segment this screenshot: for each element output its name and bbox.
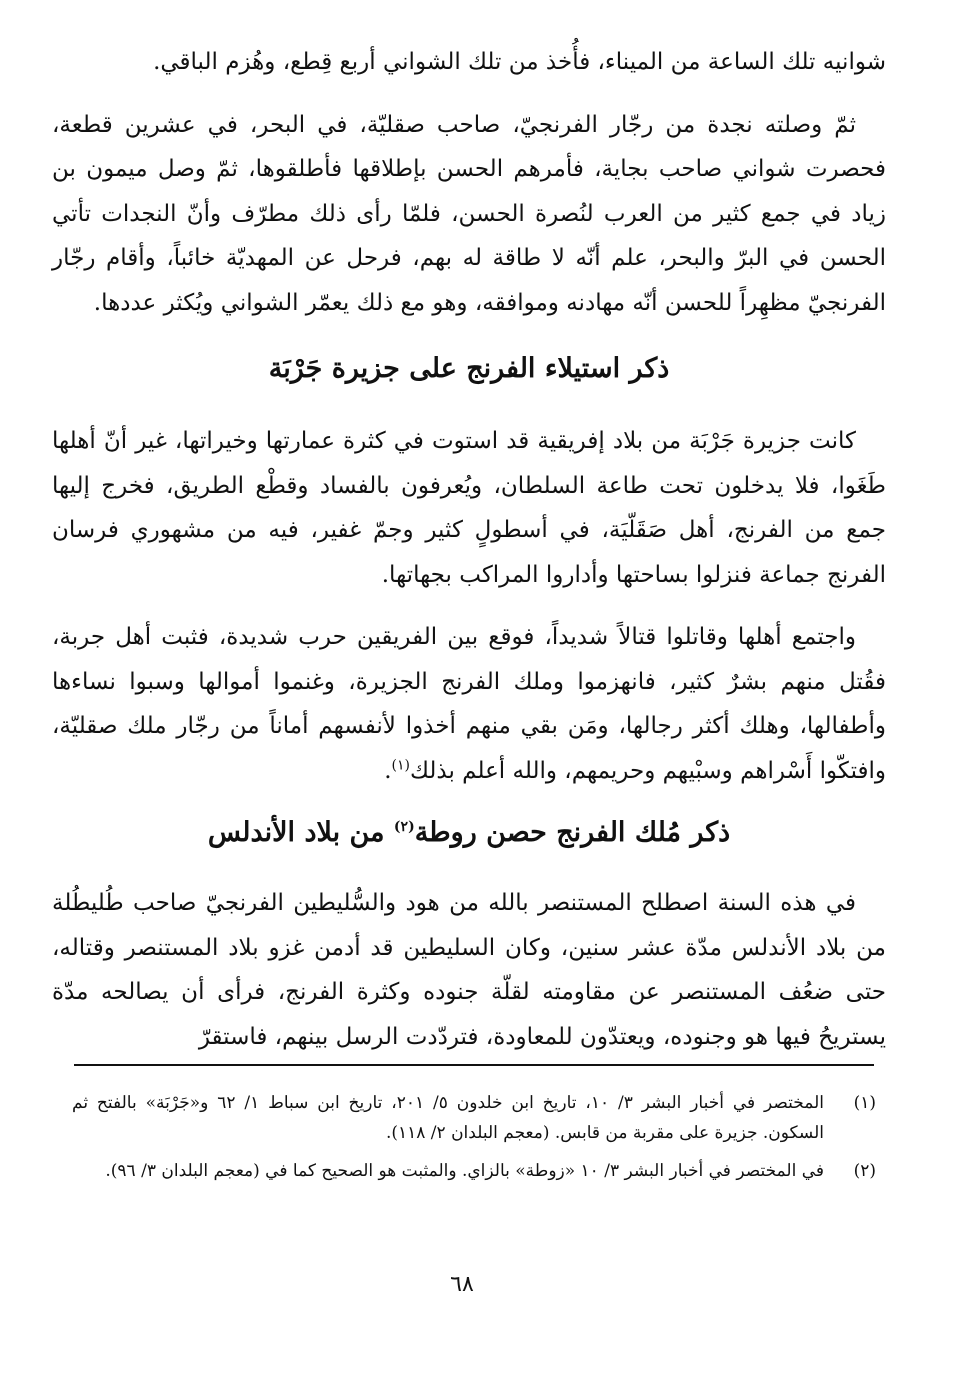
section-heading-jerba: ذكر استيلاء الفرنج على جزيرة جَرْبَة bbox=[268, 353, 670, 384]
paragraph-reinforcements: ثمّ وصلته نجدة من رجّار الفرنجيّ، صاحب صقليّة، في البحر، في عشرين قطعة، فحصرت شواني صاحب بجاية، فأمرهم الحسن بإطلاقها فأطلقوها، ثمّ وصل ميمون بن زياد في جمع كثير من العرب لنُصرة الحسن، فلمّا رأى ذلك مطرّف وأنّ النجدات تأتي الحسن في البرّ والبحر، علم أنّه لا طاقة له بهم، فرحل عن المهديّة خائباً، وأقام رجّار الفرنجيّ مظهِراً للحسن أنّه مهادنه وموافقه، وهو مع ذلك يعمّر الشواني ويُكثر عددها. bbox=[52, 111, 886, 316]
footnote-divider bbox=[74, 1064, 874, 1066]
paragraph-jerba-battle bbox=[52, 615, 886, 793]
footnote-1 bbox=[72, 1088, 876, 1148]
page-body bbox=[52, 40, 886, 1059]
section-heading-rota bbox=[52, 807, 886, 859]
footnote-ref-2: (٢) bbox=[393, 819, 415, 835]
paragraph-mustansir: في هذه السنة اصطلح المستنصر بالله من هود والسُّليطين الفرنجيّ صاحب طُليطُلة من بلاد الأندلس مدّة عشر سنين، وكان السليطين قد أدمن غزو بلاد المستنصر وقتاله، حتى ضعُف المستنصر عن مقاومته لقلّة جنوده وكثرة الفرنج، فرأى أن يصالحه مدّة يستريحُ فيها هو وجنوده، ويعتدّون للمعاودة، فتردّدت الرسل بينهم، فاستقرّ bbox=[52, 890, 886, 1050]
sentence-end: . bbox=[384, 757, 392, 784]
footnote-text: في المختصر في أخبار البشر ٣/ ١٠ «زوطة» بالزاي. والمثبت هو الصحيح كما في (معجم البلدان ٣/ ٩٦). bbox=[105, 1161, 824, 1181]
footnote-2 bbox=[72, 1156, 876, 1186]
footnotes bbox=[72, 1088, 876, 1194]
footnote-text: المختصر في أخبار البشر ٣/ ١٠، تاريخ ابن خلدون ٥/ ٢٠١، تاريخ ابن سباط ١/ ٦٢ و«جَرْبَة» بالفتح ثم السكون. جزيرة على مقربة من قابس. (معجم البلدان ٢/ ١١٨). bbox=[72, 1093, 824, 1143]
footnote-number: (١) bbox=[853, 1093, 876, 1113]
page-number: ٦٨ bbox=[450, 1272, 474, 1297]
section-heading-rota-text: ذكر مُلك الفرنج حصن روطة bbox=[414, 817, 731, 848]
paragraph-jerba-battle-text: واجتمع أهلها وقاتلوا قتالاً شديداً، فوقع بين الفريقين حرب شديدة، فثبت أهل جربة، فقُتل منهم بشرٌ كثير، فانهزموا وملك الفرنج الجزيرة، وغنموا أموالها وسبوا نساءها وأطفالها، وهلك أكثر رجالها، ومَن بقي منهم أخذوا لأنفسهم أماناً من رجّار ملك صقليّة، وافتكّوا أَسْراهم وسبْيهم وحريمهم، والله أعلم بذلك bbox=[52, 624, 886, 784]
footnote-ref-1: (١) bbox=[391, 756, 410, 773]
paragraph-jerba-intro: كانت جزيرة جَرْبَة من بلاد إفريقية قد استوت في كثرة عمارتها وخيراتها، غير أنّ أهلها طَغَوا، فلا يدخلون تحت طاعة السلطان، ويُعرفون بالفساد وقطْع الطريق، فخرج إليها جمع من الفرنج، أهل صَقَلّيَة، في أسطولٍ كثير وجمّ غفير، فيه من مشهوري فرسان الفرنج جماعة فنزلوا بساحتها وأداروا المراكب بجهاتها. bbox=[52, 428, 886, 588]
footnote-number: (٢) bbox=[853, 1161, 876, 1181]
paragraph-gap bbox=[52, 85, 886, 103]
top-paragraph: شوانيه تلك الساعة من الميناء، فأُخذ من تلك الشواني أربع قِطع، وهُزم الباقي. bbox=[153, 49, 886, 75]
paragraph-gap bbox=[52, 597, 886, 615]
section-heading-rota-tail: من بلاد الأندلس bbox=[207, 817, 394, 848]
